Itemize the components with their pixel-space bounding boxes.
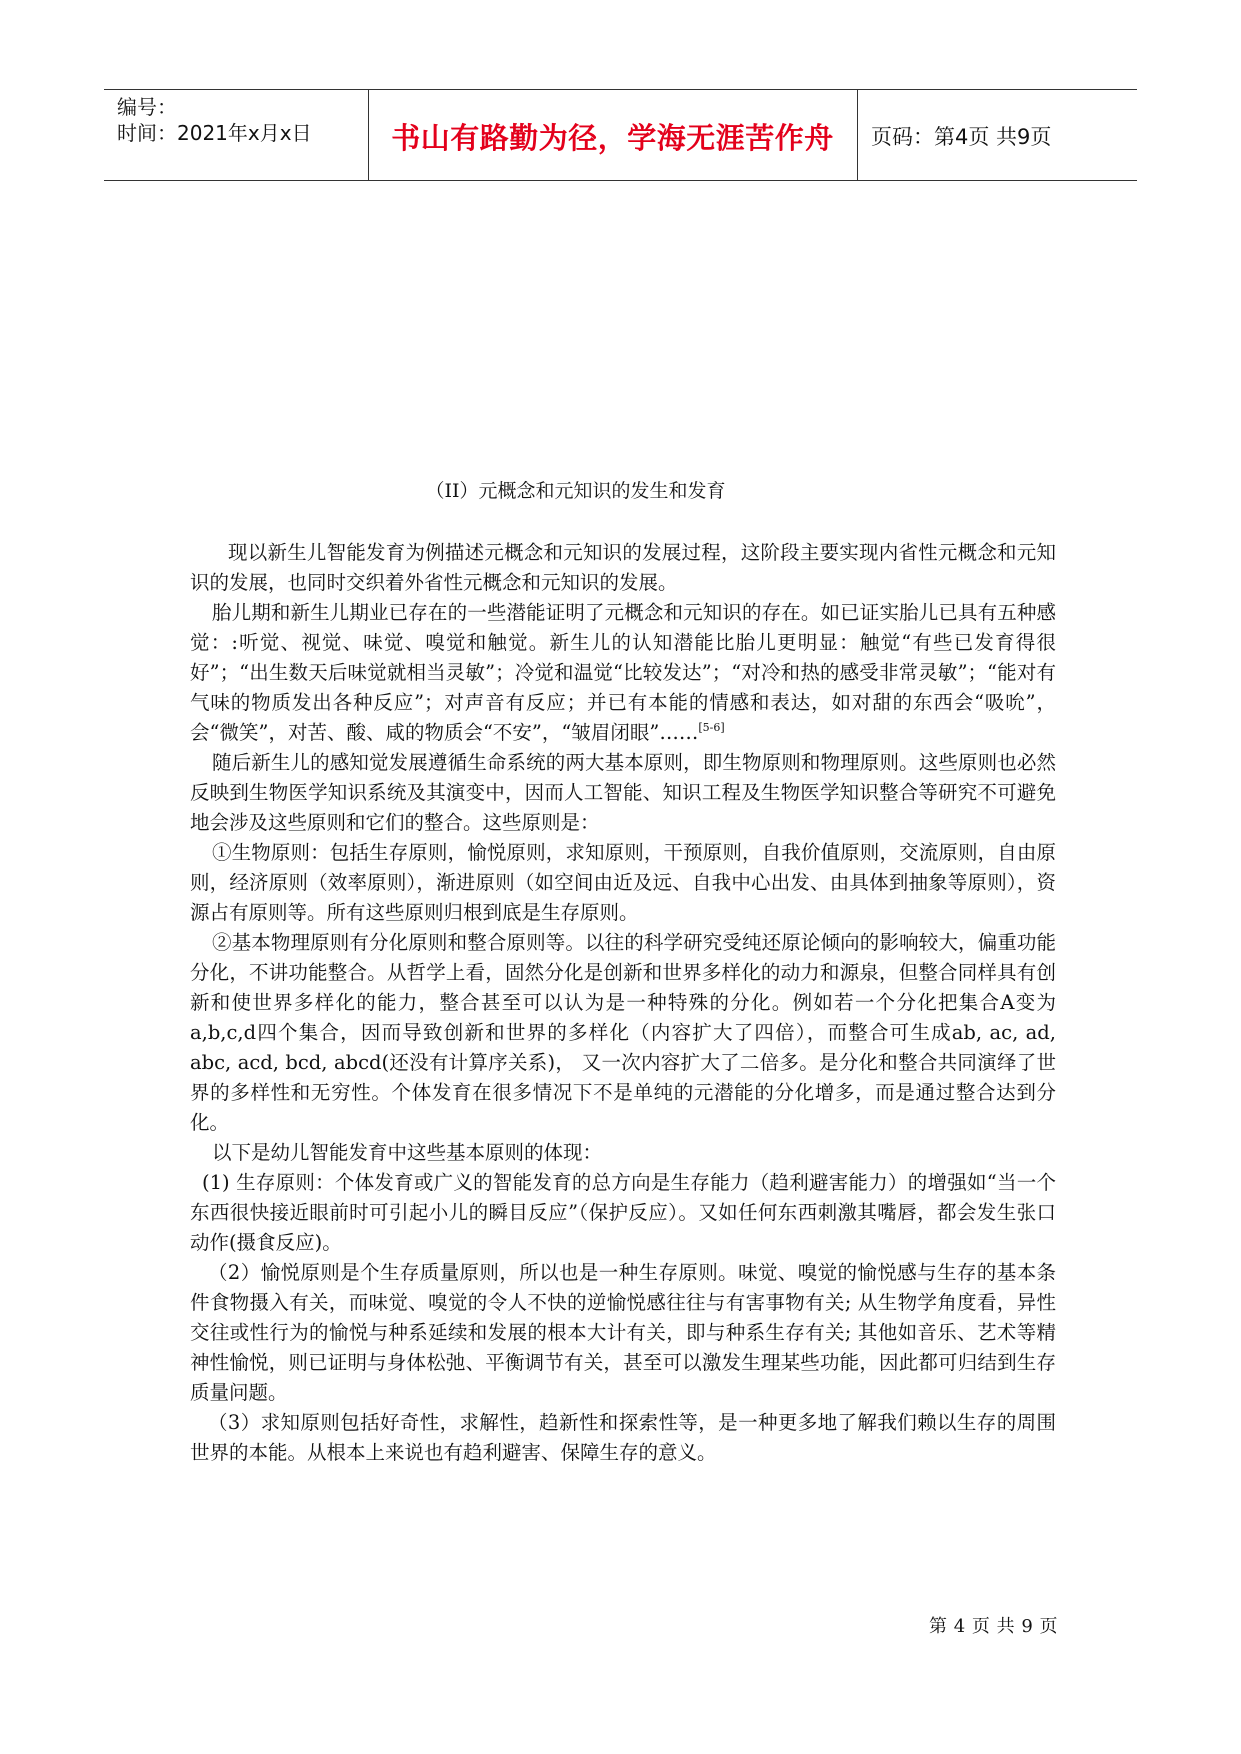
header-divider (857, 90, 858, 180)
paragraph (190, 598, 1056, 748)
page-footer: 第 4 页 共 9 页 (928, 1616, 1058, 1637)
section-title: （II）元概念和元知识的发生和发育 (425, 480, 726, 502)
paragraph-text: 胎儿期和新生儿期业已存在的一些潜能证明了元概念和元知识的存在。如已证实胎儿已具有五种感觉：:听觉、视觉、味觉、嗅觉和触觉。新生儿的认知潜能比胎儿更明显：触觉“有些已发育得很好”；“出生数天后味觉就相当灵敏”；冷觉和温觉“比较发达”；“对冷和热的感受非常灵敏”；“能对有气味的物质发出各种反应”；对声音有反应；并已有本能的情感和表达，如对甜的东西会“吸吮”，会“微笑”，对苦、酸、咸的物质会“不安”，“皱眉闭眼”…… (190, 601, 1056, 744)
paragraph: ①生物原则：包括生存原则，愉悦原则，求知原则，干预原则，自我价值原则，交流原则，自由原则，经济原则（效率原则），渐进原则（如空间由近及远、自我中心出发、由具体到抽象等原则），资源占有原则等。所有这些原则归根到底是生存原则。 (190, 841, 1056, 924)
number-label: 编号： (117, 95, 177, 119)
header-motto: 书山有路勤为径，学海无涯苦作舟 (391, 120, 834, 155)
header-page-code: 页码：第4页 共9页 (871, 125, 1052, 149)
paragraph: (1) 生存原则：个体发育或广义的智能发育的总方向是生存能力（趋利避害能力）的增强如“当一个东西很快接近眼前时可引起小儿的瞬目反应”（保护反应）。又如任何东西刺激其嘴唇，都会发生张口动作(摄食反应)。 (190, 1171, 1056, 1254)
paragraph: 随后新生儿的感知觉发展遵循生命系统的两大基本原则，即生物原则和物理原则。这些原则也必然反映到生物医学知识系统及其演变中，因而人工智能、知识工程及生物医学知识整合等研究不可避免地会涉及这些原则和它们的整合。这些原则是： (190, 751, 1056, 834)
paragraph: （3）求知原则包括好奇性，求解性，趋新性和探索性等，是一种更多地了解我们赖以生存的周围世界的本能。从根本上来说也有趋利避害、保障生存的意义。 (190, 1411, 1056, 1464)
citation-ref: [5-6] (698, 721, 725, 734)
document-header (104, 89, 1137, 181)
paragraph: 现以新生儿智能发育为例描述元概念和元知识的发展过程，这阶段主要实现内省性元概念和元知识的发展，也同时交织着外省性元概念和元知识的发展。 (190, 541, 1056, 594)
paragraph: 以下是幼儿智能发育中这些基本原则的体现： (212, 1141, 603, 1164)
body-text (190, 538, 1056, 1468)
header-left-cell (117, 94, 312, 146)
time-label: 时间：2021年x月x日 (117, 121, 312, 145)
paragraph: ②基本物理原则有分化原则和整合原则等。以往的科学研究受纯还原论倾向的影响较大，偏重功能分化，不讲功能整合。从哲学上看，固然分化是创新和世界多样化的动力和源泉，但整合同样具有创新和使世界多样化的能力，整合甚至可以认为是一种特殊的分化。例如若一个分化把集合A变为a,b,c,d四个集合，因而导致创新和世界的多样化（内容扩大了四倍），而整合可生成ab, ac, ad, abc, acd, bcd, abcd(还没有计算序关系)， 又一次内容扩大了二倍多。是分化和整合共同演绎了世界的多样性和无穷性。个体发育在很多情况下不是单纯的元潜能的分化增多，而是通过整合达到分化。 (190, 931, 1056, 1134)
paragraph: （2）愉悦原则是个生存质量原则，所以也是一种生存原则。味觉、嗅觉的愉悦感与生存的基本条件食物摄入有关，而味觉、嗅觉的令人不快的逆愉悦感往往与有害事物有关; 从生物学角度看，异性交往或性行为的愉悦与种系延续和发展的根本大计有关，即与种系生存有关; 其他如音乐、艺术等精神性愉悦，则已证明与身体松弛、平衡调节有关，甚至可以激发生理某些功能，因此都可归结到生存质量问题。 (190, 1261, 1056, 1404)
